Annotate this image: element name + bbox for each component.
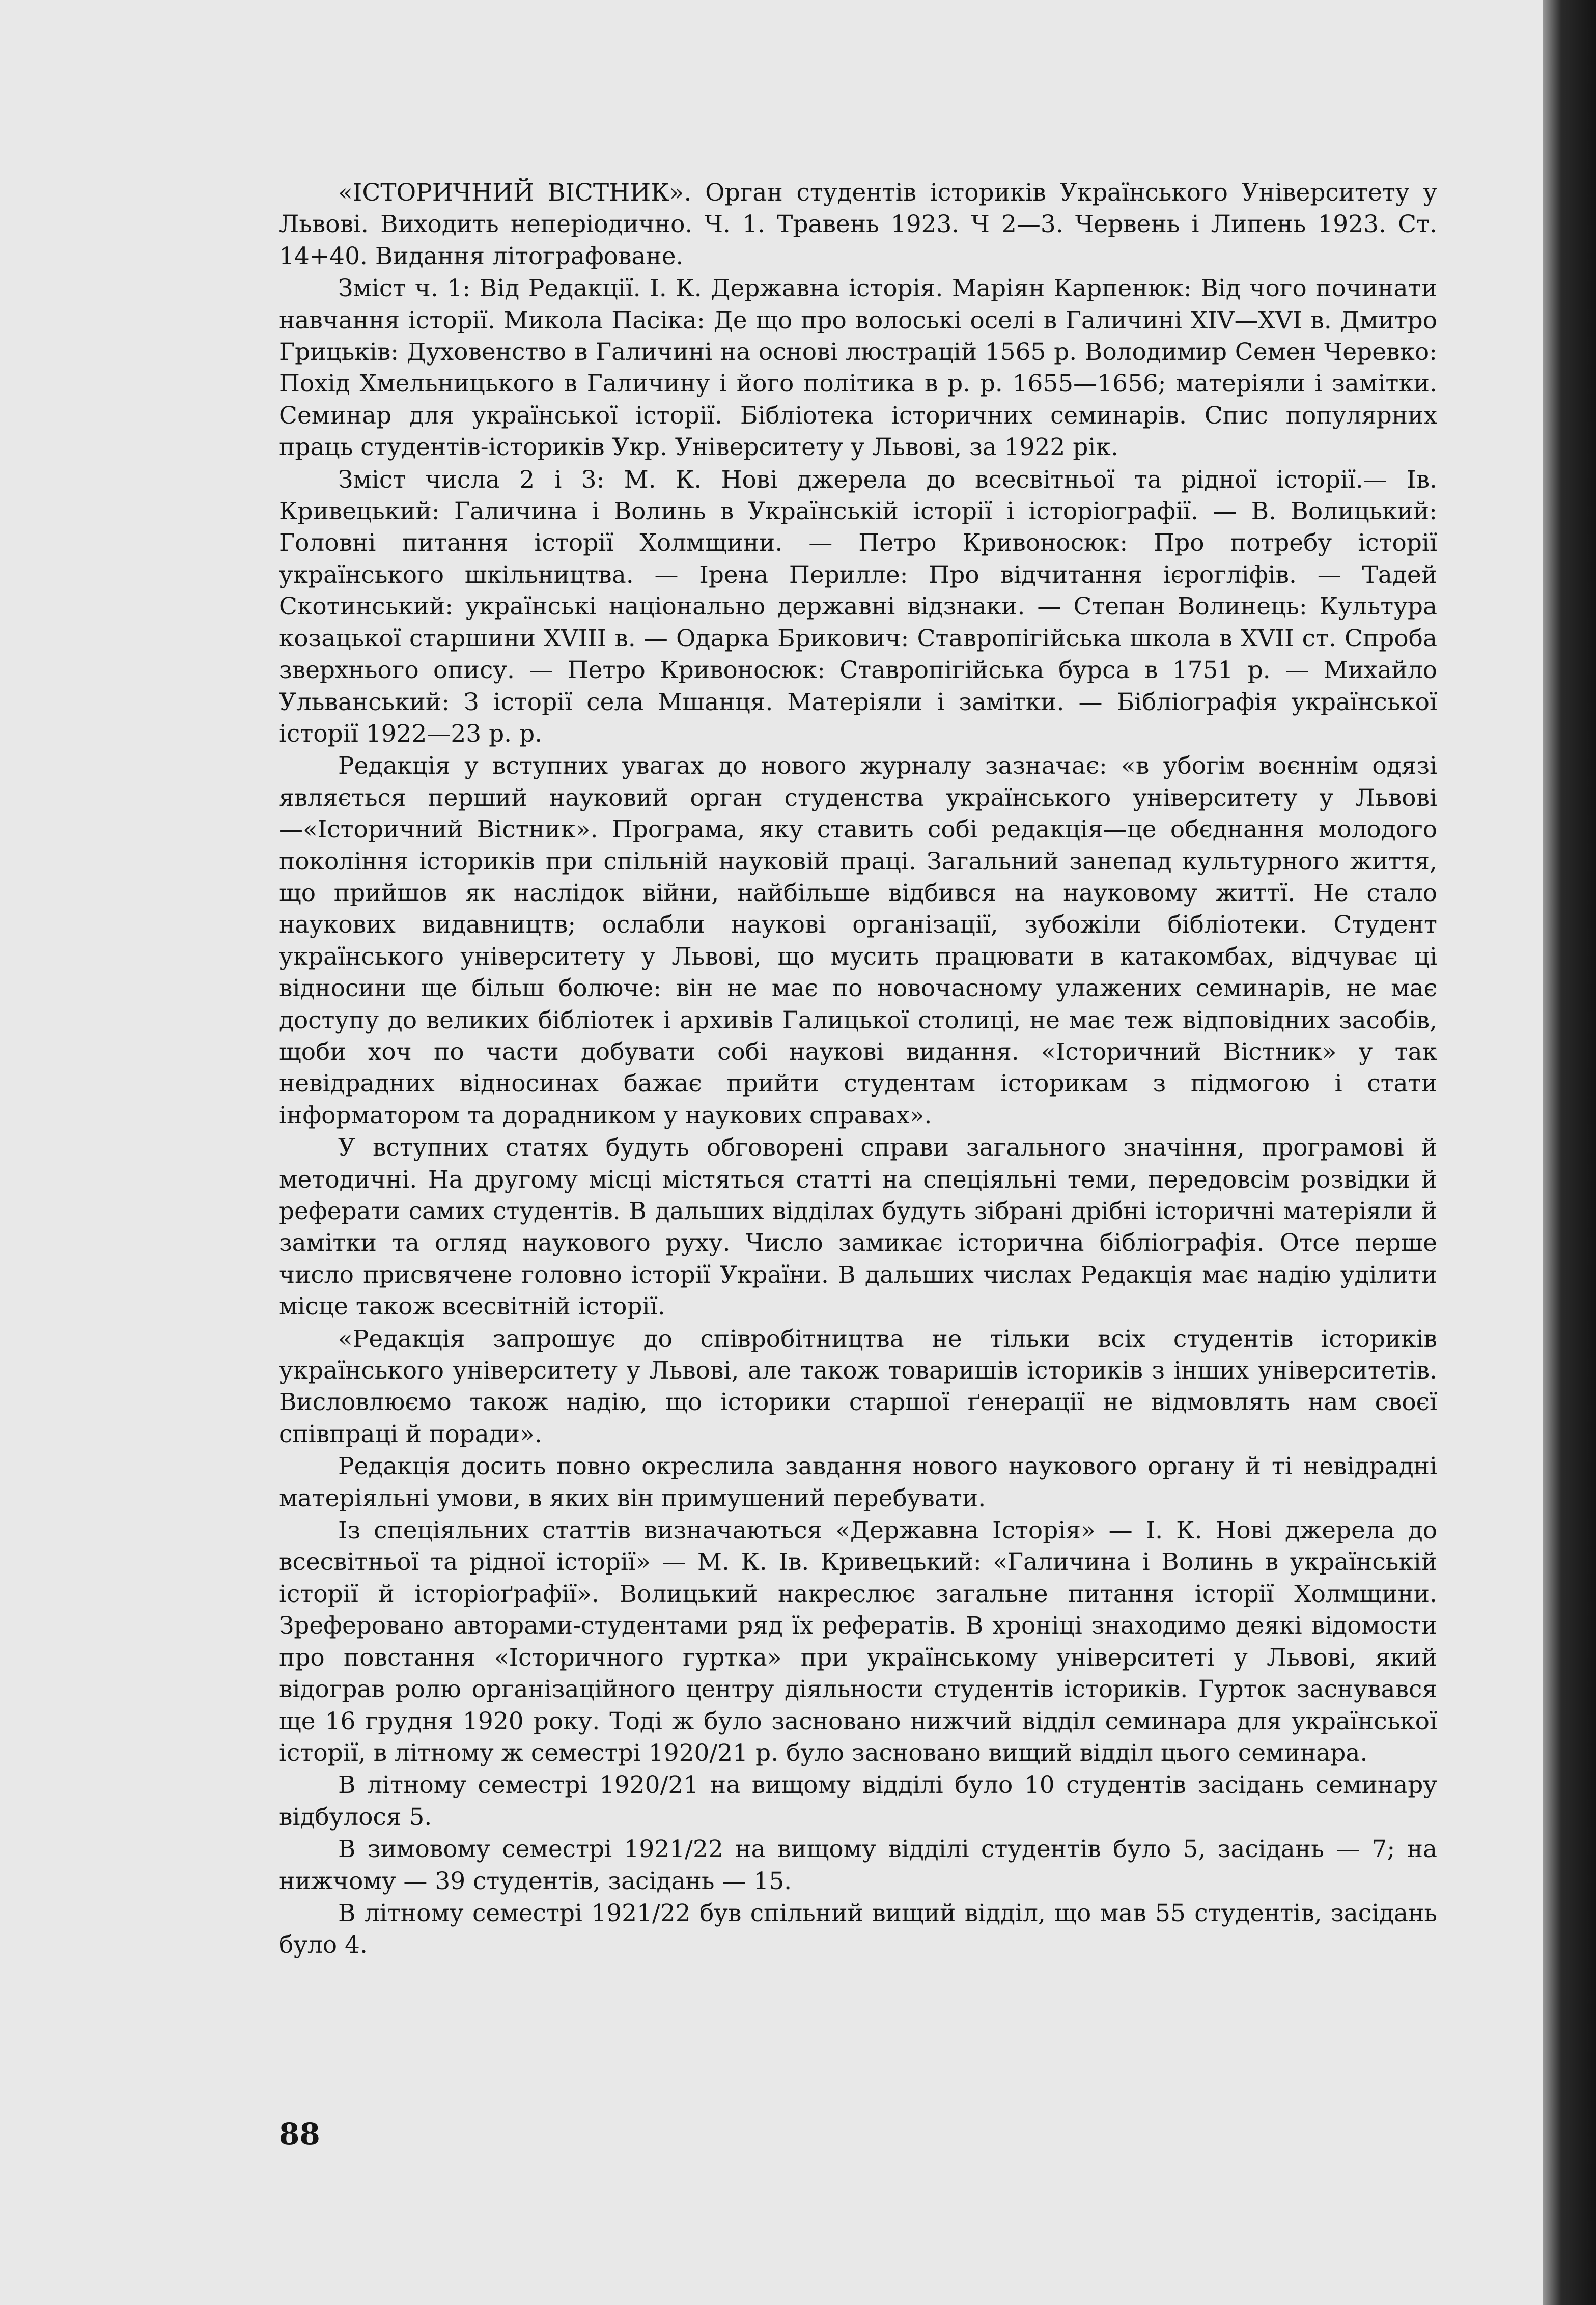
journal-header-paragraph: «ІСТОРИЧНИЙ ВІСТНИК». Орган студентів істориків Українського Університету у Львові. Виходить неперіодично. Ч. 1. Травень 1923. Ч 2—3. Червень і Липень 1923. Ст. 14+40. Видання літографоване.: [279, 179, 1437, 270]
page-number: 88: [279, 2117, 320, 2151]
article-body: [279, 177, 1437, 1962]
book-spine-edge: [1543, 0, 1596, 2305]
summer-semester-1921-paragraph: В літному семестрі 1921/22 був спільний вищий відділ, що мав 55 студентів, засідань було 4.: [279, 1899, 1437, 1959]
contents-issue-2-3-paragraph: Зміст числа 2 і 3: М. К. Нові джерела до всесвітньої та рідної історії.— Ів. Кривецький: Галичина і Волинь в Українській історії і історіографії. — В. Волицький: Головні питання історії Холмщини. — Петро Кривоносюк: Про потребу історії українського шкільництва. — Ірена Перилле: Про відчитання ієрогліфів. — Тадей Скотинський: українські національно державні відзнаки. — Степан Волинець: Культура козацької старшини XVIII в. — Одарка Брикович: Ставропігійська школа в XVII ст. Спроба зверхнього опису. — Петро Кривоносюк: Ставропігійська бурса в 1751 р. — Михайло Ульванський: З історії села Мшанця. Матеріяли і замітки. — Бібліографія української історії 1922—23 р. р.: [279, 465, 1437, 748]
invitation-paragraph: «Редакція запрошує до співробітництва не тільки всіх студентів істориків українського університету у Львові, але також товаришів істориків з інших університетів. Висловлюємо також надію, що історики старшої ґенерації не відмовлять нам своєї співпраці й поради».: [279, 1325, 1437, 1448]
program-paragraph: У вступних статях будуть обговорені справи загального значіння, програмові й методичні. На другому місці містяться статті на спеціяльні теми, передовсім розвідки й реферати самих студентів. В дальших відділах будуть зібрані дрібні історичні матеріяли й замітки та огляд наукового руху. Число замикає історична бібліографія. Отсе перше число присвячене головно історії України. В дальших числах Редакція має надію уділити місце також всесвітній історії.: [279, 1134, 1437, 1321]
contents-issue-1-paragraph: Зміст ч. 1: Від Редакції. І. К. Державна історія. Маріян Карпенюк: Від чого починати навчання історії. Микола Пасіка: Де що про волоські оселі в Галичині XIV—XVI в. Дмитро Грицьків: Духовенство в Галичині на основі люстрацій 1565 р. Володимир Семен Черевко: Похід Хмельницького в Галичину і його політика в р. р. 1655—1656; матеріяли і замітки. Семинар для української історії. Бібліотека історичних семинарів. Спис популярних праць студентів-істориків Укр. Університету у Львові, за 1922 рік.: [279, 274, 1437, 462]
editorial-intro-paragraph: Редакція у вступних увагах до нового журналу зазначає: «в убогім воєннім одязі являється перший науковий орган студенства українського університету у Львові—«Історичний Вістник». Програма, яку ставить собі редакція—це обєднання молодого покоління істориків при спільній науковій праці. Загальний занепад культурного життя, що прийшов як наслідок війни, найбільше відбився на науковому життї. Не стало наукових видавництв; ослабли наукові організації, зубожіли бібліотеки. Студент українського університету у Львові, що мусить працювати в катакомбах, відчуває ці відносини ще більш болюче: він не має по новочасному улажених семинарів, не має доступу до великих бібліотек і архивів Галицької столиці, не має теж відповідних засобів, щоби хоч по части добувати собі наукові видання. «Історичний Вістник» у так невідрадних відносинах бажає прийти студентам історикам з підмогою і стати інформатором та дорадником у наукових справах».: [279, 752, 1437, 1130]
conditions-paragraph: Редакція досить повно окреслила завдання нового наукового органу й ті невідрадні матеріяльні умови, в яких він примушений перебувати.: [279, 1452, 1437, 1512]
winter-semester-1921-paragraph: В зимовому семестрі 1921/22 на вищому відділі студентів було 5, засідань — 7; на нижчому — 39 студентів, засідань — 15.: [279, 1835, 1437, 1895]
summer-semester-1920-paragraph: В літному семестрі 1920/21 на вищому відділі було 10 студентів засідань семинару відбулося 5.: [279, 1771, 1437, 1831]
special-articles-paragraph: Із спеціяльних статтів визначаються «Державна Історія» — І. К. Нові джерела до всесвітньої та рідної історії» — М. К. Ів. Кривецький: «Галичина і Волинь в українській історії й історіоґрафії». Волицький накреслює загальне питання історії Холмщини. Зреферовано авторами-студентами ряд їх рефератів. В хроніці знаходимо деякі відомости про повстання «Історичного гуртка» при українському університеті у Львові, який відограв ролю організаційного центру діяльности студентів істориків. Гурток заснувався ще 16 грудня 1920 року. Тоді ж було засновано нижчий відділ семинара для української історії, в літному ж семестрі 1920/21 р. було засновано вищий відділ цього семинара.: [279, 1516, 1437, 1767]
